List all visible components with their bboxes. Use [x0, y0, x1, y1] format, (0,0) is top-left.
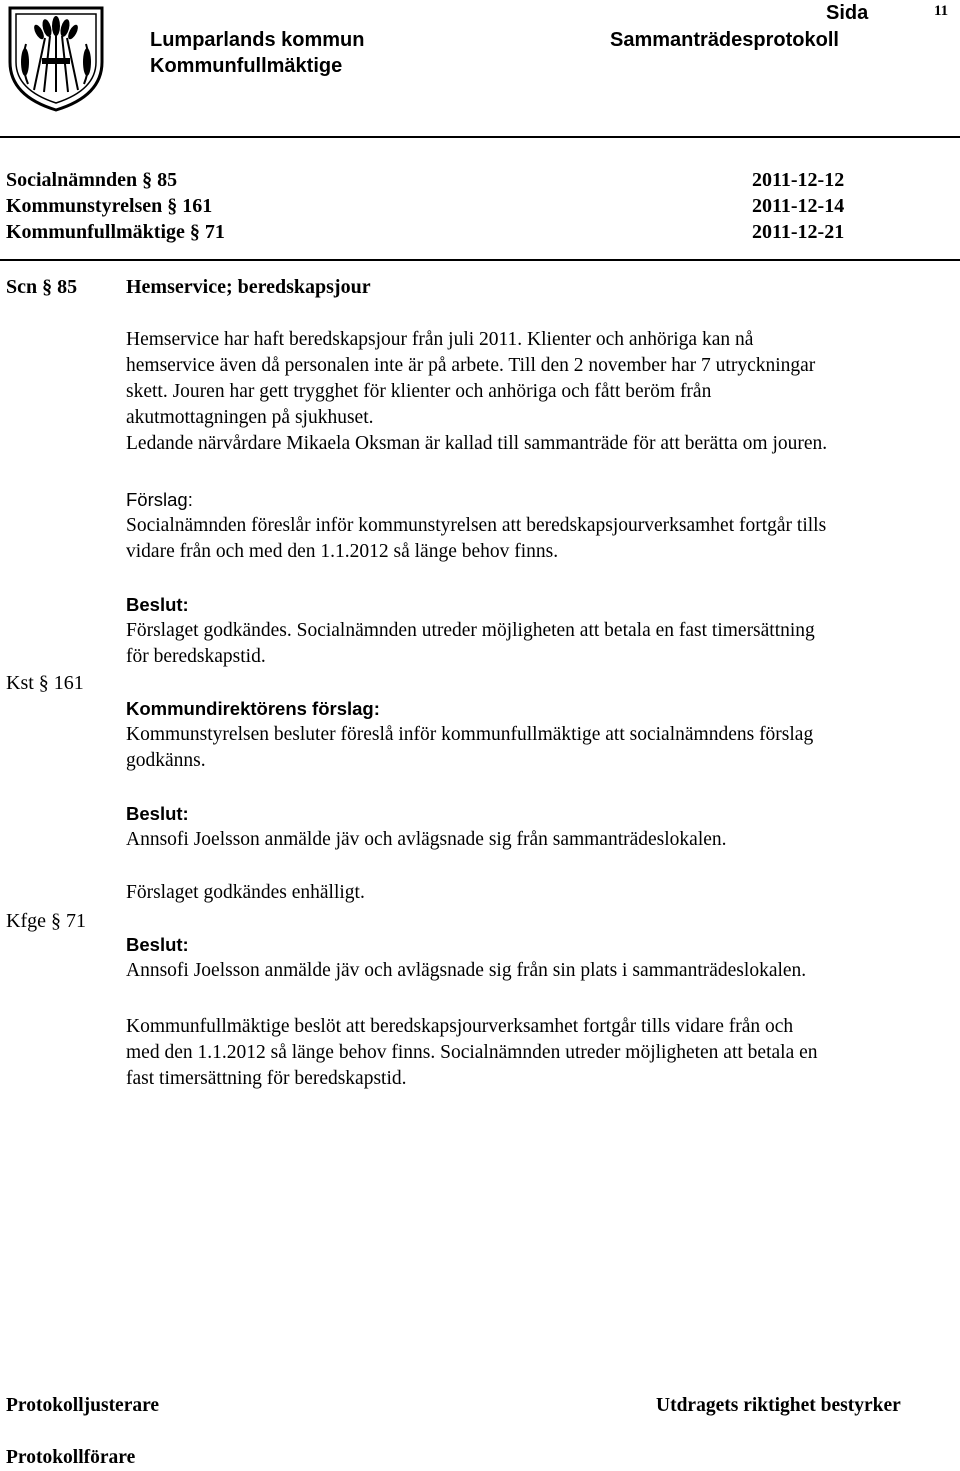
kfge-block [126, 932, 956, 984]
document-type: Sammanträdesprotokoll [610, 29, 839, 51]
beslut-block [126, 592, 956, 670]
beslut-block [126, 801, 956, 853]
text-line: Kommunfullmäktige beslöt att beredskapsjourverksamhet fortgår tills vidare från och [126, 1016, 794, 1037]
reference-label: Kommunfullmäktige § 71 [6, 221, 225, 243]
references-divider [0, 259, 960, 261]
page-label: Sida [826, 2, 869, 24]
section-code: Scn § 85 [6, 276, 78, 298]
text-line: Annsofi Joelsson anmälde jäv och avlägsnade sig från sammanträdeslokalen. [126, 829, 727, 850]
beslut-heading: Beslut: [126, 594, 189, 615]
text-line: godkänns. [126, 750, 206, 771]
page-number: 11 [934, 3, 949, 19]
text-line: med den 1.1.2012 så länge behov finns. Socialnämnden utreder möjligheten att betala en [126, 1042, 818, 1063]
text-line: hemservice även då personalen inte är på arbete. Till den 2 november har 7 utryckningar [126, 355, 816, 376]
reference-date: 2011-12-21 [752, 221, 845, 243]
beslut-approval [126, 880, 956, 906]
text-line: Kommunstyrelsen besluter föreslå inför kommunfullmäktige att socialnämndens förslag [126, 724, 814, 745]
reference-label: Socialnämnden § 85 [6, 169, 178, 191]
municipality-name: Lumparlands kommun [150, 29, 365, 51]
beslut-heading: Beslut: [126, 803, 189, 824]
reference-date: 2011-12-12 [752, 169, 845, 191]
footer-certified: Utdragets riktighet bestyrker [656, 1395, 901, 1416]
footer-secretary: Protokollförare [6, 1447, 136, 1468]
municipality-logo [6, 4, 106, 114]
reference-label: Kommunstyrelsen § 161 [6, 195, 213, 217]
text-line: Annsofi Joelsson anmälde jäv och avlägsnade sig från sin plats i sammanträdeslokalen. [126, 960, 807, 981]
text-line: Ledande närvårdare Mikaela Oksman är kallad till sammanträde för att berätta om jouren. [126, 433, 828, 454]
header-divider [0, 136, 960, 138]
kfge-decision [126, 1014, 956, 1092]
governing-body: Kommunfullmäktige [150, 55, 343, 77]
section-title: Hemservice; beredskapsjour [126, 276, 371, 298]
text-line: för beredskapstid. [126, 646, 266, 667]
footer-adjuster: Protokolljusterare [6, 1395, 160, 1416]
kfge-code: Kfge § 71 [6, 910, 86, 932]
forslag-block [126, 487, 956, 565]
kst-block [126, 696, 956, 774]
text-line: fast timersättning för beredskapstid. [126, 1068, 407, 1089]
text-line: akutmottagningen på sjukhuset. [126, 407, 374, 428]
intro-paragraph [126, 327, 956, 457]
text-line: Förslaget godkändes. Socialnämnden utreder möjligheten att betala en fast timersättning [126, 620, 815, 641]
text-line: Socialnämnden föreslår inför kommunstyrelsen att beredskapsjourverksamhet fortgår tills [126, 515, 827, 536]
text-line: Förslaget godkändes enhälligt. [126, 882, 365, 903]
forslag-heading: Förslag: [126, 489, 193, 510]
text-line: skett. Jouren har gett trygghet för klienter och anhöriga och fått beröm från [126, 381, 712, 402]
kfge-heading: Beslut: [126, 934, 189, 955]
reference-date: 2011-12-14 [752, 195, 845, 217]
text-line: Hemservice har haft beredskapsjour från juli 2011. Klienter och anhöriga kan nå [126, 329, 754, 350]
text-line: vidare från och med den 1.1.2012 så länge behov finns. [126, 541, 559, 562]
kst-heading: Kommundirektörens förslag: [126, 698, 380, 719]
kst-code: Kst § 161 [6, 672, 84, 694]
